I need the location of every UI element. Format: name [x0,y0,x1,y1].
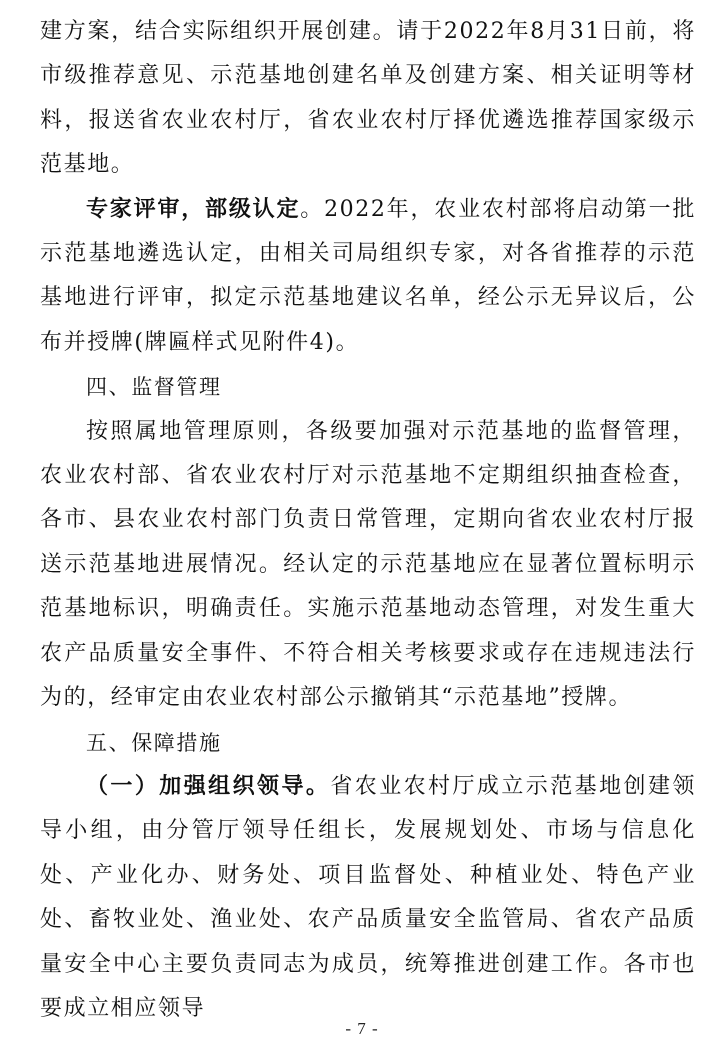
section-heading-safeguards: 五、保障措施 [86,730,222,755]
paragraph-lead: （一）加强组织领导。 [86,773,331,799]
paragraph-text: 按照属地管理原则，各级要加强对示范基地的监督管理，农业农村部、省农业农村厅对示范基地不定期组织抽查检查，各市、县农业农村部门负责日常管理，定期向省农业农村厅报送示范基地进展情况。经认定的示范基地应在显著位置标明示范基地标识，明确责任。实施示范基地动态管理，对发生重大农产品质量安全事件、不符合相关考核要求或存在违规违法行为的，经审定由农业农村部公示撤销其“示范基地”授牌。 [40,418,696,711]
paragraph-text: 建方案，结合实际组织开展创建。请于2022年8月31日前，将市级推荐意见、示范基地创建名单及创建方案、相关证明等材料，报送省农业农村厅，省农业农村厅择优遴选推荐国家级示范基地。 [40,19,696,178]
section-heading-supervision: 四、监督管理 [86,375,222,400]
paragraph-expert-review [40,188,696,366]
paragraph-lead: 专家评审，部级认定 [86,196,301,222]
paragraph-creation-plan [40,10,696,188]
page-number: - 7 - [345,1019,379,1038]
paragraph-supervision [40,410,696,721]
paragraph-text: 省农业农村厅成立示范基地创建领导小组，由分管厅领导任组长，发展规划处、市场与信息化处、产业化办、财务处、项目监督处、种植业处、特色产业处、畜牧业处、渔业处、农产品质量安全监管局、省农产品质量安全中心主要负责同志为成员，统筹推进创建工作。各市也要成立相应领导 [40,773,696,1021]
paragraph-text: 。2022年，农业农村部将启动第一批示范基地遴选认定，由相关司局组织专家，对各省推荐的示范基地进行评审，拟定示范基地建议名单，经公示无异议后，公布并授牌(牌匾样式见附件4)。 [40,196,696,355]
paragraph-organization-leadership [40,765,696,1031]
